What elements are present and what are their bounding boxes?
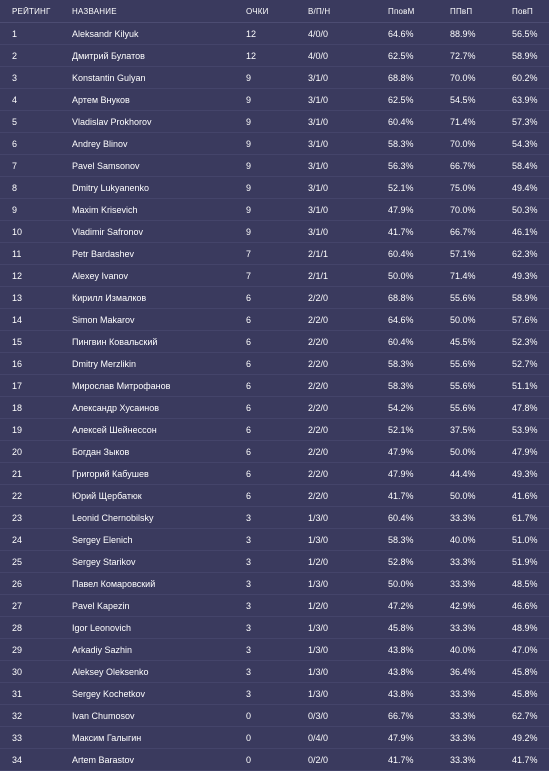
- cell-rank: 8: [12, 182, 18, 193]
- table-row[interactable]: [0, 155, 549, 177]
- cell-p3: 53.9%: [512, 424, 538, 435]
- table-row[interactable]: [0, 705, 549, 727]
- cell-points: 9: [246, 138, 252, 149]
- cell-p3: 47.9%: [512, 446, 538, 457]
- cell-p1: 62.5%: [388, 50, 414, 61]
- cell-player-name: Алексей Шейнессон: [72, 424, 157, 435]
- cell-points: 3: [246, 600, 252, 611]
- table-body: [0, 23, 549, 771]
- cell-p1: 52.8%: [388, 556, 414, 567]
- cell-p3: 62.7%: [512, 710, 538, 721]
- cell-points: 3: [246, 622, 252, 633]
- header-wdl[interactable]: В/П/Н: [308, 6, 331, 16]
- cell-p2: 33.3%: [450, 622, 476, 633]
- cell-wdl: 2/2/0: [308, 380, 329, 391]
- cell-player-name: Alexey Ivanov: [72, 270, 129, 281]
- table-row[interactable]: [0, 727, 549, 749]
- cell-points: 3: [246, 644, 252, 655]
- cell-p3: 41.6%: [512, 490, 538, 501]
- table-row[interactable]: [0, 265, 549, 287]
- table-row[interactable]: [0, 639, 549, 661]
- cell-player-name: Aleksandr Kilyuk: [72, 28, 139, 39]
- cell-p3: 49.3%: [512, 270, 538, 281]
- cell-player-name: Юрий Щербатюк: [72, 490, 142, 501]
- cell-p1: 58.3%: [388, 358, 414, 369]
- cell-p3: 57.3%: [512, 116, 538, 127]
- cell-wdl: 2/2/0: [308, 446, 329, 457]
- cell-player-name: Dmitry Lukyanenko: [72, 182, 150, 193]
- table-row[interactable]: [0, 111, 549, 133]
- cell-wdl: 1/3/0: [308, 644, 329, 655]
- cell-p3: 54.3%: [512, 138, 538, 149]
- cell-p2: 36.4%: [450, 666, 476, 677]
- cell-points: 0: [246, 710, 252, 721]
- cell-p3: 46.1%: [512, 226, 538, 237]
- cell-p1: 60.4%: [388, 512, 414, 523]
- cell-player-name: Dmitry Merzlikin: [72, 358, 136, 369]
- cell-p3: 51.0%: [512, 534, 538, 545]
- cell-rank: 29: [12, 644, 23, 655]
- cell-p1: 47.9%: [388, 732, 414, 743]
- cell-points: 9: [246, 94, 252, 105]
- table-row[interactable]: [0, 661, 549, 683]
- table-row[interactable]: [0, 749, 549, 771]
- cell-points: 3: [246, 556, 252, 567]
- cell-rank: 2: [12, 50, 18, 61]
- table-row[interactable]: [0, 23, 549, 45]
- cell-p3: 61.7%: [512, 512, 538, 523]
- cell-rank: 3: [12, 72, 18, 83]
- cell-p1: 62.5%: [388, 94, 414, 105]
- cell-points: 3: [246, 534, 252, 545]
- cell-points: 9: [246, 116, 252, 127]
- cell-points: 6: [246, 358, 252, 369]
- cell-wdl: 1/3/0: [308, 688, 329, 699]
- cell-p2: 50.0%: [450, 490, 476, 501]
- cell-rank: 4: [12, 94, 18, 105]
- table-row[interactable]: [0, 375, 549, 397]
- cell-points: 9: [246, 182, 252, 193]
- table-row[interactable]: [0, 221, 549, 243]
- cell-points: 9: [246, 204, 252, 215]
- cell-p2: 42.9%: [450, 600, 476, 611]
- cell-points: 6: [246, 402, 252, 413]
- cell-p2: 71.4%: [450, 270, 476, 281]
- cell-p2: 40.0%: [450, 534, 476, 545]
- cell-wdl: 1/3/0: [308, 534, 329, 545]
- cell-p1: 45.8%: [388, 622, 414, 633]
- cell-points: 6: [246, 446, 252, 457]
- cell-points: 6: [246, 380, 252, 391]
- cell-player-name: Sergey Starikov: [72, 556, 136, 567]
- cell-wdl: 0/3/0: [308, 710, 329, 721]
- cell-p2: 71.4%: [450, 116, 476, 127]
- cell-p3: 48.5%: [512, 578, 538, 589]
- cell-rank: 22: [12, 490, 23, 501]
- cell-player-name: Vladimir Safronov: [72, 226, 144, 237]
- cell-p1: 52.1%: [388, 424, 414, 435]
- cell-p3: 41.7%: [512, 754, 538, 765]
- cell-p1: 58.3%: [388, 534, 414, 545]
- cell-wdl: 2/2/0: [308, 424, 329, 435]
- cell-wdl: 3/1/0: [308, 116, 329, 127]
- cell-p3: 63.9%: [512, 94, 538, 105]
- header-p2[interactable]: ППвП: [450, 6, 473, 16]
- cell-p1: 54.2%: [388, 402, 414, 413]
- cell-p3: 58.9%: [512, 50, 538, 61]
- cell-points: 6: [246, 336, 252, 347]
- cell-p3: 45.8%: [512, 688, 538, 699]
- cell-player-name: Andrey Blinov: [72, 138, 128, 149]
- table-row[interactable]: [0, 199, 549, 221]
- cell-p3: 52.3%: [512, 336, 538, 347]
- cell-rank: 17: [12, 380, 23, 391]
- cell-wdl: 3/1/0: [308, 226, 329, 237]
- cell-p3: 45.8%: [512, 666, 538, 677]
- cell-wdl: 3/1/0: [308, 160, 329, 171]
- cell-p3: 46.6%: [512, 600, 538, 611]
- table-row[interactable]: [0, 243, 549, 265]
- cell-wdl: 0/4/0: [308, 732, 329, 743]
- cell-player-name: Konstantin Gulyan: [72, 72, 146, 83]
- cell-p1: 56.3%: [388, 160, 414, 171]
- cell-wdl: 2/1/1: [308, 248, 329, 259]
- cell-player-name: Пингвин Ковальский: [72, 336, 158, 347]
- cell-player-name: Кирилл Измалков: [72, 292, 147, 303]
- cell-player-name: Павел Комаровский: [72, 578, 156, 589]
- cell-player-name: Артем Внуков: [72, 94, 130, 105]
- cell-p2: 55.6%: [450, 402, 476, 413]
- cell-p1: 47.9%: [388, 446, 414, 457]
- table-row[interactable]: [0, 67, 549, 89]
- cell-points: 6: [246, 314, 252, 325]
- cell-p1: 68.8%: [388, 292, 414, 303]
- cell-points: 3: [246, 512, 252, 523]
- cell-p2: 33.3%: [450, 578, 476, 589]
- cell-p2: 55.6%: [450, 358, 476, 369]
- cell-p2: 37.5%: [450, 424, 476, 435]
- table-row[interactable]: [0, 595, 549, 617]
- cell-points: 12: [246, 50, 257, 61]
- cell-player-name: Arkadiy Sazhin: [72, 644, 133, 655]
- cell-p2: 57.1%: [450, 248, 476, 259]
- cell-player-name: Maxim Krisevich: [72, 204, 138, 215]
- cell-p3: 50.3%: [512, 204, 538, 215]
- cell-p1: 41.7%: [388, 490, 414, 501]
- cell-player-name: Григорий Кабушев: [72, 468, 149, 479]
- cell-p1: 58.3%: [388, 138, 414, 149]
- cell-rank: 12: [12, 270, 23, 281]
- cell-rank: 24: [12, 534, 23, 545]
- cell-player-name: Leonid Chernobilsky: [72, 512, 154, 523]
- cell-p1: 50.0%: [388, 578, 414, 589]
- cell-points: 0: [246, 754, 252, 765]
- cell-wdl: 0/2/0: [308, 754, 329, 765]
- cell-p1: 66.7%: [388, 710, 414, 721]
- cell-player-name: Дмитрий Булатов: [72, 50, 145, 61]
- table-row[interactable]: [0, 529, 549, 551]
- cell-p2: 50.0%: [450, 446, 476, 457]
- cell-p2: 55.6%: [450, 380, 476, 391]
- cell-points: 6: [246, 424, 252, 435]
- cell-wdl: 3/1/0: [308, 94, 329, 105]
- cell-p2: 33.3%: [450, 710, 476, 721]
- cell-p1: 60.4%: [388, 248, 414, 259]
- table-row[interactable]: [0, 617, 549, 639]
- cell-wdl: 2/2/0: [308, 336, 329, 347]
- cell-player-name: Igor Leonovich: [72, 622, 132, 633]
- cell-rank: 5: [12, 116, 18, 127]
- cell-rank: 32: [12, 710, 23, 721]
- header-name[interactable]: НАЗВАНИЕ: [72, 6, 117, 16]
- cell-rank: 9: [12, 204, 18, 215]
- cell-wdl: 2/2/0: [308, 292, 329, 303]
- table-row[interactable]: [0, 551, 549, 573]
- cell-p2: 33.3%: [450, 556, 476, 567]
- cell-rank: 34: [12, 754, 23, 765]
- cell-p2: 70.0%: [450, 72, 476, 83]
- header-rank[interactable]: РЕЙТИНГ: [12, 6, 51, 16]
- cell-p3: 47.0%: [512, 644, 538, 655]
- cell-rank: 11: [12, 248, 22, 259]
- table-row[interactable]: [0, 287, 549, 309]
- cell-p2: 55.6%: [450, 292, 476, 303]
- cell-p1: 50.0%: [388, 270, 414, 281]
- cell-rank: 7: [12, 160, 18, 171]
- cell-wdl: 1/3/0: [308, 512, 329, 523]
- table-row[interactable]: [0, 485, 549, 507]
- cell-wdl: 1/2/0: [308, 556, 329, 567]
- cell-wdl: 4/0/0: [308, 50, 329, 61]
- header-p3[interactable]: ПовП: [512, 6, 533, 16]
- cell-p1: 68.8%: [388, 72, 414, 83]
- cell-p1: 64.6%: [388, 28, 414, 39]
- cell-wdl: 2/2/0: [308, 490, 329, 501]
- cell-p1: 43.8%: [388, 666, 414, 677]
- cell-points: 6: [246, 292, 252, 303]
- cell-wdl: 3/1/0: [308, 204, 329, 215]
- header-points[interactable]: ОЧКИ: [246, 6, 269, 16]
- table-row[interactable]: [0, 331, 549, 353]
- cell-p2: 72.7%: [450, 50, 476, 61]
- cell-p3: 57.6%: [512, 314, 538, 325]
- cell-p2: 75.0%: [450, 182, 476, 193]
- cell-points: 6: [246, 468, 252, 479]
- cell-p1: 41.7%: [388, 226, 414, 237]
- cell-rank: 1: [12, 28, 18, 39]
- cell-p3: 52.7%: [512, 358, 538, 369]
- cell-points: 0: [246, 732, 252, 743]
- cell-p1: 43.8%: [388, 644, 414, 655]
- cell-points: 9: [246, 226, 252, 237]
- cell-p1: 64.6%: [388, 314, 414, 325]
- cell-p3: 58.4%: [512, 160, 538, 171]
- cell-player-name: Sergey Elenich: [72, 534, 133, 545]
- cell-rank: 15: [12, 336, 23, 347]
- cell-p2: 33.3%: [450, 732, 476, 743]
- cell-points: 7: [246, 248, 252, 259]
- cell-rank: 25: [12, 556, 23, 567]
- cell-rank: 20: [12, 446, 23, 457]
- cell-wdl: 1/2/0: [308, 600, 329, 611]
- cell-wdl: 3/1/0: [308, 182, 329, 193]
- cell-player-name: Sergey Kochetkov: [72, 688, 146, 699]
- cell-wdl: 3/1/0: [308, 72, 329, 83]
- cell-wdl: 1/3/0: [308, 622, 329, 633]
- cell-p2: 45.5%: [450, 336, 476, 347]
- cell-p1: 58.3%: [388, 380, 414, 391]
- table-row[interactable]: [0, 177, 549, 199]
- cell-p3: 49.2%: [512, 732, 538, 743]
- cell-p1: 47.2%: [388, 600, 414, 611]
- cell-p1: 60.4%: [388, 336, 414, 347]
- cell-points: 9: [246, 160, 252, 171]
- cell-rank: 16: [12, 358, 23, 369]
- cell-p3: 49.4%: [512, 182, 538, 193]
- table-row[interactable]: [0, 45, 549, 67]
- cell-p2: 70.0%: [450, 204, 476, 215]
- cell-rank: 10: [12, 226, 23, 237]
- cell-p3: 62.3%: [512, 248, 538, 259]
- cell-rank: 14: [12, 314, 23, 325]
- cell-points: 12: [246, 28, 257, 39]
- cell-p3: 51.9%: [512, 556, 538, 567]
- cell-rank: 13: [12, 292, 23, 303]
- cell-points: 7: [246, 270, 252, 281]
- cell-player-name: Максим Галыгин: [72, 732, 142, 743]
- table-row[interactable]: [0, 419, 549, 441]
- cell-wdl: 2/2/0: [308, 402, 329, 413]
- cell-p3: 48.9%: [512, 622, 538, 633]
- cell-player-name: Simon Makarov: [72, 314, 135, 325]
- cell-points: 3: [246, 688, 252, 699]
- table-row[interactable]: [0, 573, 549, 595]
- cell-p3: 58.9%: [512, 292, 538, 303]
- table-header: [0, 0, 549, 23]
- cell-player-name: Ivan Chumosov: [72, 710, 135, 721]
- cell-p1: 60.4%: [388, 116, 414, 127]
- cell-rank: 6: [12, 138, 18, 149]
- cell-wdl: 2/2/0: [308, 314, 329, 325]
- cell-points: 9: [246, 72, 252, 83]
- cell-points: 3: [246, 578, 252, 589]
- cell-wdl: 1/3/0: [308, 578, 329, 589]
- cell-player-name: Pavel Kapezin: [72, 600, 130, 611]
- cell-p2: 70.0%: [450, 138, 476, 149]
- cell-p2: 33.3%: [450, 688, 476, 699]
- cell-rank: 18: [12, 402, 23, 413]
- cell-p1: 47.9%: [388, 468, 414, 479]
- cell-p2: 50.0%: [450, 314, 476, 325]
- cell-p1: 41.7%: [388, 754, 414, 765]
- cell-points: 6: [246, 490, 252, 501]
- cell-p1: 43.8%: [388, 688, 414, 699]
- cell-wdl: 4/0/0: [308, 28, 329, 39]
- cell-rank: 30: [12, 666, 23, 677]
- header-p1[interactable]: ПповМ: [388, 6, 415, 16]
- cell-p2: 66.7%: [450, 226, 476, 237]
- cell-p2: 66.7%: [450, 160, 476, 171]
- cell-p2: 40.0%: [450, 644, 476, 655]
- cell-rank: 23: [12, 512, 23, 523]
- cell-rank: 28: [12, 622, 23, 633]
- table-row[interactable]: [0, 133, 549, 155]
- cell-rank: 27: [12, 600, 23, 611]
- cell-player-name: Pavel Samsonov: [72, 160, 140, 171]
- table-row[interactable]: [0, 397, 549, 419]
- cell-p3: 49.3%: [512, 468, 538, 479]
- cell-rank: 19: [12, 424, 23, 435]
- cell-player-name: Vladislav Prokhorov: [72, 116, 152, 127]
- cell-wdl: 2/2/0: [308, 468, 329, 479]
- table-row[interactable]: [0, 309, 549, 331]
- table-row[interactable]: [0, 353, 549, 375]
- table-row[interactable]: [0, 507, 549, 529]
- cell-p2: 33.3%: [450, 512, 476, 523]
- cell-wdl: 2/2/0: [308, 358, 329, 369]
- cell-player-name: Александр Хусаинов: [72, 402, 160, 413]
- cell-rank: 33: [12, 732, 23, 743]
- cell-p2: 33.3%: [450, 754, 476, 765]
- cell-p2: 44.4%: [450, 468, 476, 479]
- cell-wdl: 3/1/0: [308, 138, 329, 149]
- cell-p2: 54.5%: [450, 94, 476, 105]
- cell-player-name: Petr Bardashev: [72, 248, 135, 259]
- cell-p3: 56.5%: [512, 28, 538, 39]
- cell-wdl: 1/3/0: [308, 666, 329, 677]
- cell-p3: 51.1%: [512, 380, 538, 391]
- table-row[interactable]: [0, 463, 549, 485]
- cell-p1: 47.9%: [388, 204, 414, 215]
- table-row[interactable]: [0, 441, 549, 463]
- cell-p1: 52.1%: [388, 182, 414, 193]
- cell-player-name: Мирослав Митрофанов: [72, 380, 171, 391]
- cell-p3: 60.2%: [512, 72, 538, 83]
- cell-player-name: Artem Barastov: [72, 754, 135, 765]
- cell-player-name: Богдан Зыков: [72, 446, 130, 457]
- cell-rank: 21: [12, 468, 23, 479]
- cell-p3: 47.8%: [512, 402, 538, 413]
- cell-p2: 88.9%: [450, 28, 476, 39]
- cell-points: 3: [246, 666, 252, 677]
- table-row[interactable]: [0, 683, 549, 705]
- cell-rank: 31: [12, 688, 23, 699]
- cell-rank: 26: [12, 578, 23, 589]
- cell-wdl: 2/1/1: [308, 270, 329, 281]
- table-row[interactable]: [0, 89, 549, 111]
- cell-player-name: Aleksey Oleksenko: [72, 666, 149, 677]
